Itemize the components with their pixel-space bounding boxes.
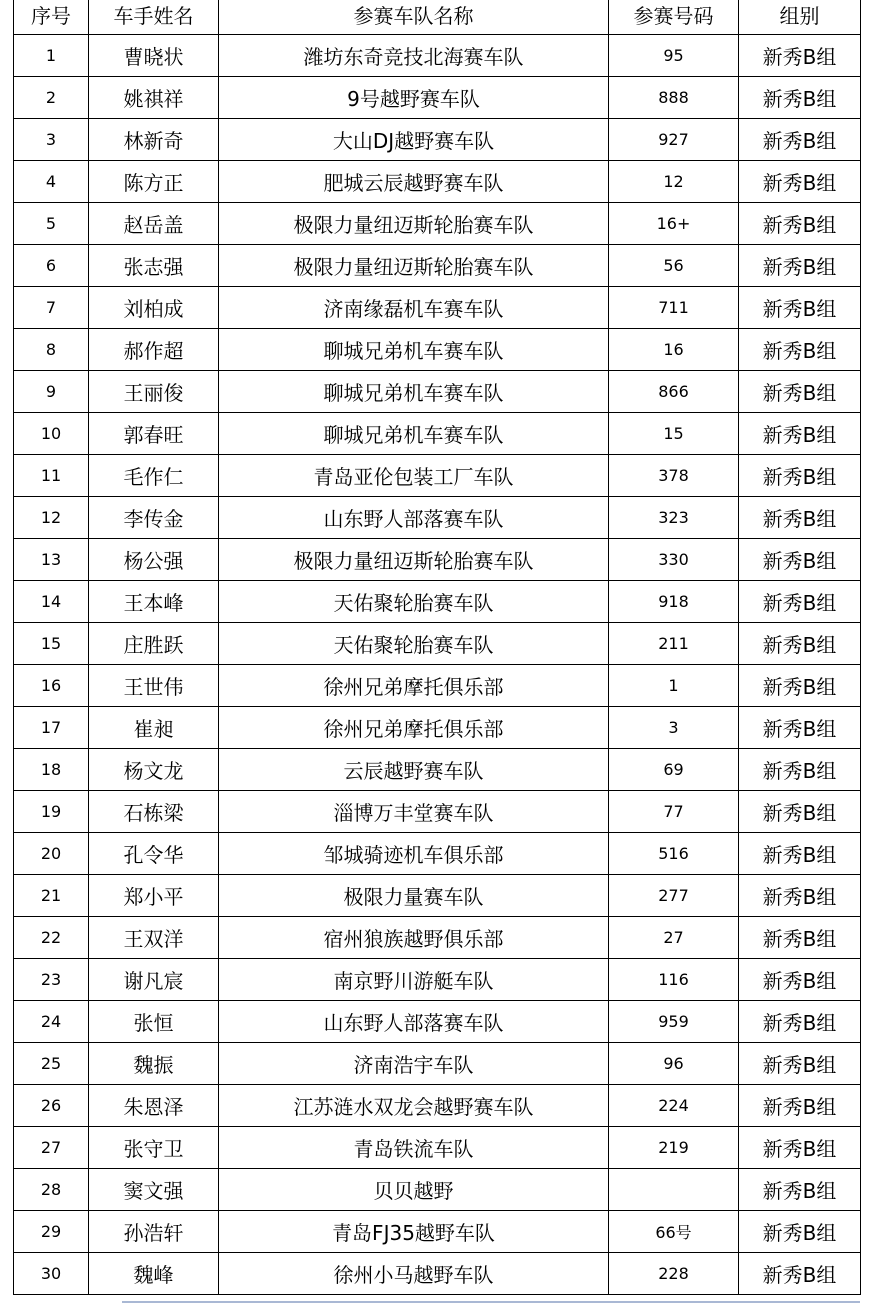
table-row bbox=[14, 749, 861, 791]
cell-team: 山东野人部落赛车队 bbox=[219, 1001, 609, 1043]
cell-number: 3 bbox=[609, 707, 739, 749]
cell-group: 新秀B组 bbox=[739, 161, 861, 203]
cell-driver: 庄胜跃 bbox=[89, 623, 219, 665]
table-row bbox=[14, 875, 861, 917]
cell-group: 新秀B组 bbox=[739, 1211, 861, 1253]
cell-number: 16+ bbox=[609, 203, 739, 245]
table-row bbox=[14, 371, 861, 413]
cell-number: 56 bbox=[609, 245, 739, 287]
header-team: 参赛车队名称 bbox=[219, 0, 609, 35]
cell-index: 16 bbox=[14, 665, 89, 707]
cell-index: 2 bbox=[14, 77, 89, 119]
cell-number: 330 bbox=[609, 539, 739, 581]
cell-number: 516 bbox=[609, 833, 739, 875]
cell-team: 极限力量纽迈斯轮胎赛车队 bbox=[219, 539, 609, 581]
cell-team: 天佑聚轮胎赛车队 bbox=[219, 581, 609, 623]
cell-number: 711 bbox=[609, 287, 739, 329]
table-row bbox=[14, 203, 861, 245]
cell-driver: 张志强 bbox=[89, 245, 219, 287]
cell-group: 新秀B组 bbox=[739, 245, 861, 287]
cell-index: 30 bbox=[14, 1253, 89, 1295]
cell-index: 24 bbox=[14, 1001, 89, 1043]
cell-team: 淄博万丰堂赛车队 bbox=[219, 791, 609, 833]
cell-team: 邹城骑迹机车俱乐部 bbox=[219, 833, 609, 875]
cell-driver: 张守卫 bbox=[89, 1127, 219, 1169]
cell-driver: 郑小平 bbox=[89, 875, 219, 917]
cell-driver: 郭春旺 bbox=[89, 413, 219, 455]
cell-number: 27 bbox=[609, 917, 739, 959]
cell-team: 肥城云辰越野赛车队 bbox=[219, 161, 609, 203]
cell-index: 15 bbox=[14, 623, 89, 665]
cell-group: 新秀B组 bbox=[739, 581, 861, 623]
cell-team: 济南缘磊机车赛车队 bbox=[219, 287, 609, 329]
roster-table bbox=[13, 0, 861, 1295]
cell-team: 山东野人部落赛车队 bbox=[219, 497, 609, 539]
cell-driver: 石栋梁 bbox=[89, 791, 219, 833]
cell-number: 77 bbox=[609, 791, 739, 833]
cell-driver: 窦文强 bbox=[89, 1169, 219, 1211]
cell-index: 25 bbox=[14, 1043, 89, 1085]
cell-number: 866 bbox=[609, 371, 739, 413]
header-number: 参赛号码 bbox=[609, 0, 739, 35]
header-group: 组别 bbox=[739, 0, 861, 35]
cell-index: 12 bbox=[14, 497, 89, 539]
cell-team: 极限力量赛车队 bbox=[219, 875, 609, 917]
cell-driver: 崔昶 bbox=[89, 707, 219, 749]
cell-group: 新秀B组 bbox=[739, 1085, 861, 1127]
table-row bbox=[14, 119, 861, 161]
table-row bbox=[14, 581, 861, 623]
cell-driver: 孙浩轩 bbox=[89, 1211, 219, 1253]
cell-group: 新秀B组 bbox=[739, 35, 861, 77]
table-row bbox=[14, 1253, 861, 1295]
cell-number: 95 bbox=[609, 35, 739, 77]
cell-driver: 王本峰 bbox=[89, 581, 219, 623]
cell-team: 青岛FJ35越野车队 bbox=[219, 1211, 609, 1253]
cell-team: 江苏涟水双龙会越野赛车队 bbox=[219, 1085, 609, 1127]
table-row bbox=[14, 833, 861, 875]
table-row bbox=[14, 539, 861, 581]
cell-group: 新秀B组 bbox=[739, 791, 861, 833]
cell-number: 228 bbox=[609, 1253, 739, 1295]
cell-team: 云辰越野赛车队 bbox=[219, 749, 609, 791]
cell-driver: 毛作仁 bbox=[89, 455, 219, 497]
cell-driver: 王世伟 bbox=[89, 665, 219, 707]
cell-index: 1 bbox=[14, 35, 89, 77]
cell-index: 21 bbox=[14, 875, 89, 917]
table-row bbox=[14, 413, 861, 455]
cell-group: 新秀B组 bbox=[739, 959, 861, 1001]
table-row bbox=[14, 497, 861, 539]
table-row bbox=[14, 329, 861, 371]
cell-team: 大山DJ越野赛车队 bbox=[219, 119, 609, 161]
cell-index: 28 bbox=[14, 1169, 89, 1211]
cell-index: 5 bbox=[14, 203, 89, 245]
cell-driver: 魏振 bbox=[89, 1043, 219, 1085]
cell-number: 378 bbox=[609, 455, 739, 497]
table-row bbox=[14, 707, 861, 749]
cell-driver: 魏峰 bbox=[89, 1253, 219, 1295]
cell-group: 新秀B组 bbox=[739, 665, 861, 707]
table-row bbox=[14, 1127, 861, 1169]
cell-index: 13 bbox=[14, 539, 89, 581]
cell-group: 新秀B组 bbox=[739, 371, 861, 413]
cell-group: 新秀B组 bbox=[739, 287, 861, 329]
cell-number: 1 bbox=[609, 665, 739, 707]
cell-group: 新秀B组 bbox=[739, 707, 861, 749]
cell-number: 96 bbox=[609, 1043, 739, 1085]
cell-group: 新秀B组 bbox=[739, 77, 861, 119]
cell-group: 新秀B组 bbox=[739, 1253, 861, 1295]
cell-group: 新秀B组 bbox=[739, 1127, 861, 1169]
cell-index: 27 bbox=[14, 1127, 89, 1169]
header-driver: 车手姓名 bbox=[89, 0, 219, 35]
cell-team: 徐州小马越野车队 bbox=[219, 1253, 609, 1295]
bottom-divider bbox=[122, 1301, 860, 1303]
table-row bbox=[14, 1001, 861, 1043]
cell-driver: 朱恩泽 bbox=[89, 1085, 219, 1127]
table-row bbox=[14, 791, 861, 833]
cell-group: 新秀B组 bbox=[739, 1043, 861, 1085]
cell-group: 新秀B组 bbox=[739, 623, 861, 665]
table-row bbox=[14, 1169, 861, 1211]
cell-index: 17 bbox=[14, 707, 89, 749]
cell-index: 23 bbox=[14, 959, 89, 1001]
cell-driver: 孔令华 bbox=[89, 833, 219, 875]
cell-team: 聊城兄弟机车赛车队 bbox=[219, 413, 609, 455]
cell-driver: 赵岳盖 bbox=[89, 203, 219, 245]
cell-team: 贝贝越野 bbox=[219, 1169, 609, 1211]
cell-number: 16 bbox=[609, 329, 739, 371]
cell-driver: 王双洋 bbox=[89, 917, 219, 959]
cell-driver: 王丽俊 bbox=[89, 371, 219, 413]
cell-number: 116 bbox=[609, 959, 739, 1001]
cell-team: 青岛亚伦包装工厂车队 bbox=[219, 455, 609, 497]
cell-driver: 张恒 bbox=[89, 1001, 219, 1043]
cell-index: 7 bbox=[14, 287, 89, 329]
cell-team: 宿州狼族越野俱乐部 bbox=[219, 917, 609, 959]
cell-team: 天佑聚轮胎赛车队 bbox=[219, 623, 609, 665]
cell-group: 新秀B组 bbox=[739, 539, 861, 581]
cell-team: 极限力量纽迈斯轮胎赛车队 bbox=[219, 245, 609, 287]
cell-group: 新秀B组 bbox=[739, 1169, 861, 1211]
table-row bbox=[14, 1043, 861, 1085]
cell-driver: 杨公强 bbox=[89, 539, 219, 581]
cell-driver: 李传金 bbox=[89, 497, 219, 539]
cell-group: 新秀B组 bbox=[739, 203, 861, 245]
cell-index: 9 bbox=[14, 371, 89, 413]
cell-team: 9号越野赛车队 bbox=[219, 77, 609, 119]
cell-index: 19 bbox=[14, 791, 89, 833]
header-index: 序号 bbox=[14, 0, 89, 35]
cell-index: 3 bbox=[14, 119, 89, 161]
table-row bbox=[14, 161, 861, 203]
cell-team: 徐州兄弟摩托俱乐部 bbox=[219, 665, 609, 707]
cell-group: 新秀B组 bbox=[739, 119, 861, 161]
cell-number bbox=[609, 1169, 739, 1211]
cell-team: 聊城兄弟机车赛车队 bbox=[219, 371, 609, 413]
cell-group: 新秀B组 bbox=[739, 329, 861, 371]
cell-number: 888 bbox=[609, 77, 739, 119]
header-row bbox=[14, 0, 861, 35]
cell-group: 新秀B组 bbox=[739, 833, 861, 875]
cell-driver: 林新奇 bbox=[89, 119, 219, 161]
cell-index: 18 bbox=[14, 749, 89, 791]
cell-team: 徐州兄弟摩托俱乐部 bbox=[219, 707, 609, 749]
cell-index: 22 bbox=[14, 917, 89, 959]
table-row bbox=[14, 35, 861, 77]
cell-index: 14 bbox=[14, 581, 89, 623]
cell-team: 济南浩宇车队 bbox=[219, 1043, 609, 1085]
cell-index: 11 bbox=[14, 455, 89, 497]
table-row bbox=[14, 245, 861, 287]
cell-team: 极限力量纽迈斯轮胎赛车队 bbox=[219, 203, 609, 245]
cell-team: 潍坊东奇竞技北海赛车队 bbox=[219, 35, 609, 77]
cell-number: 211 bbox=[609, 623, 739, 665]
cell-index: 4 bbox=[14, 161, 89, 203]
cell-driver: 刘柏成 bbox=[89, 287, 219, 329]
cell-driver: 谢凡宸 bbox=[89, 959, 219, 1001]
cell-number: 219 bbox=[609, 1127, 739, 1169]
cell-driver: 曹晓状 bbox=[89, 35, 219, 77]
cell-driver: 陈方正 bbox=[89, 161, 219, 203]
cell-driver: 姚祺祥 bbox=[89, 77, 219, 119]
table-row bbox=[14, 959, 861, 1001]
cell-number: 15 bbox=[609, 413, 739, 455]
cell-group: 新秀B组 bbox=[739, 749, 861, 791]
cell-driver: 郝作超 bbox=[89, 329, 219, 371]
cell-number: 66号 bbox=[609, 1211, 739, 1253]
cell-index: 29 bbox=[14, 1211, 89, 1253]
table-row bbox=[14, 623, 861, 665]
cell-team: 聊城兄弟机车赛车队 bbox=[219, 329, 609, 371]
cell-number: 69 bbox=[609, 749, 739, 791]
cell-team: 青岛铁流车队 bbox=[219, 1127, 609, 1169]
cell-group: 新秀B组 bbox=[739, 413, 861, 455]
cell-index: 20 bbox=[14, 833, 89, 875]
table-row bbox=[14, 917, 861, 959]
cell-index: 10 bbox=[14, 413, 89, 455]
cell-number: 323 bbox=[609, 497, 739, 539]
table-row bbox=[14, 455, 861, 497]
cell-group: 新秀B组 bbox=[739, 917, 861, 959]
table-row bbox=[14, 665, 861, 707]
cell-number: 927 bbox=[609, 119, 739, 161]
cell-number: 12 bbox=[609, 161, 739, 203]
cell-team: 南京野川游艇车队 bbox=[219, 959, 609, 1001]
roster-table-body bbox=[14, 0, 861, 1295]
cell-number: 918 bbox=[609, 581, 739, 623]
table-row bbox=[14, 1211, 861, 1253]
cell-index: 8 bbox=[14, 329, 89, 371]
table-row bbox=[14, 1085, 861, 1127]
cell-index: 26 bbox=[14, 1085, 89, 1127]
cell-number: 959 bbox=[609, 1001, 739, 1043]
cell-index: 6 bbox=[14, 245, 89, 287]
cell-number: 277 bbox=[609, 875, 739, 917]
cell-group: 新秀B组 bbox=[739, 497, 861, 539]
cell-group: 新秀B组 bbox=[739, 1001, 861, 1043]
cell-group: 新秀B组 bbox=[739, 875, 861, 917]
table-row bbox=[14, 77, 861, 119]
table-row bbox=[14, 287, 861, 329]
cell-number: 224 bbox=[609, 1085, 739, 1127]
cell-driver: 杨文龙 bbox=[89, 749, 219, 791]
cell-group: 新秀B组 bbox=[739, 455, 861, 497]
